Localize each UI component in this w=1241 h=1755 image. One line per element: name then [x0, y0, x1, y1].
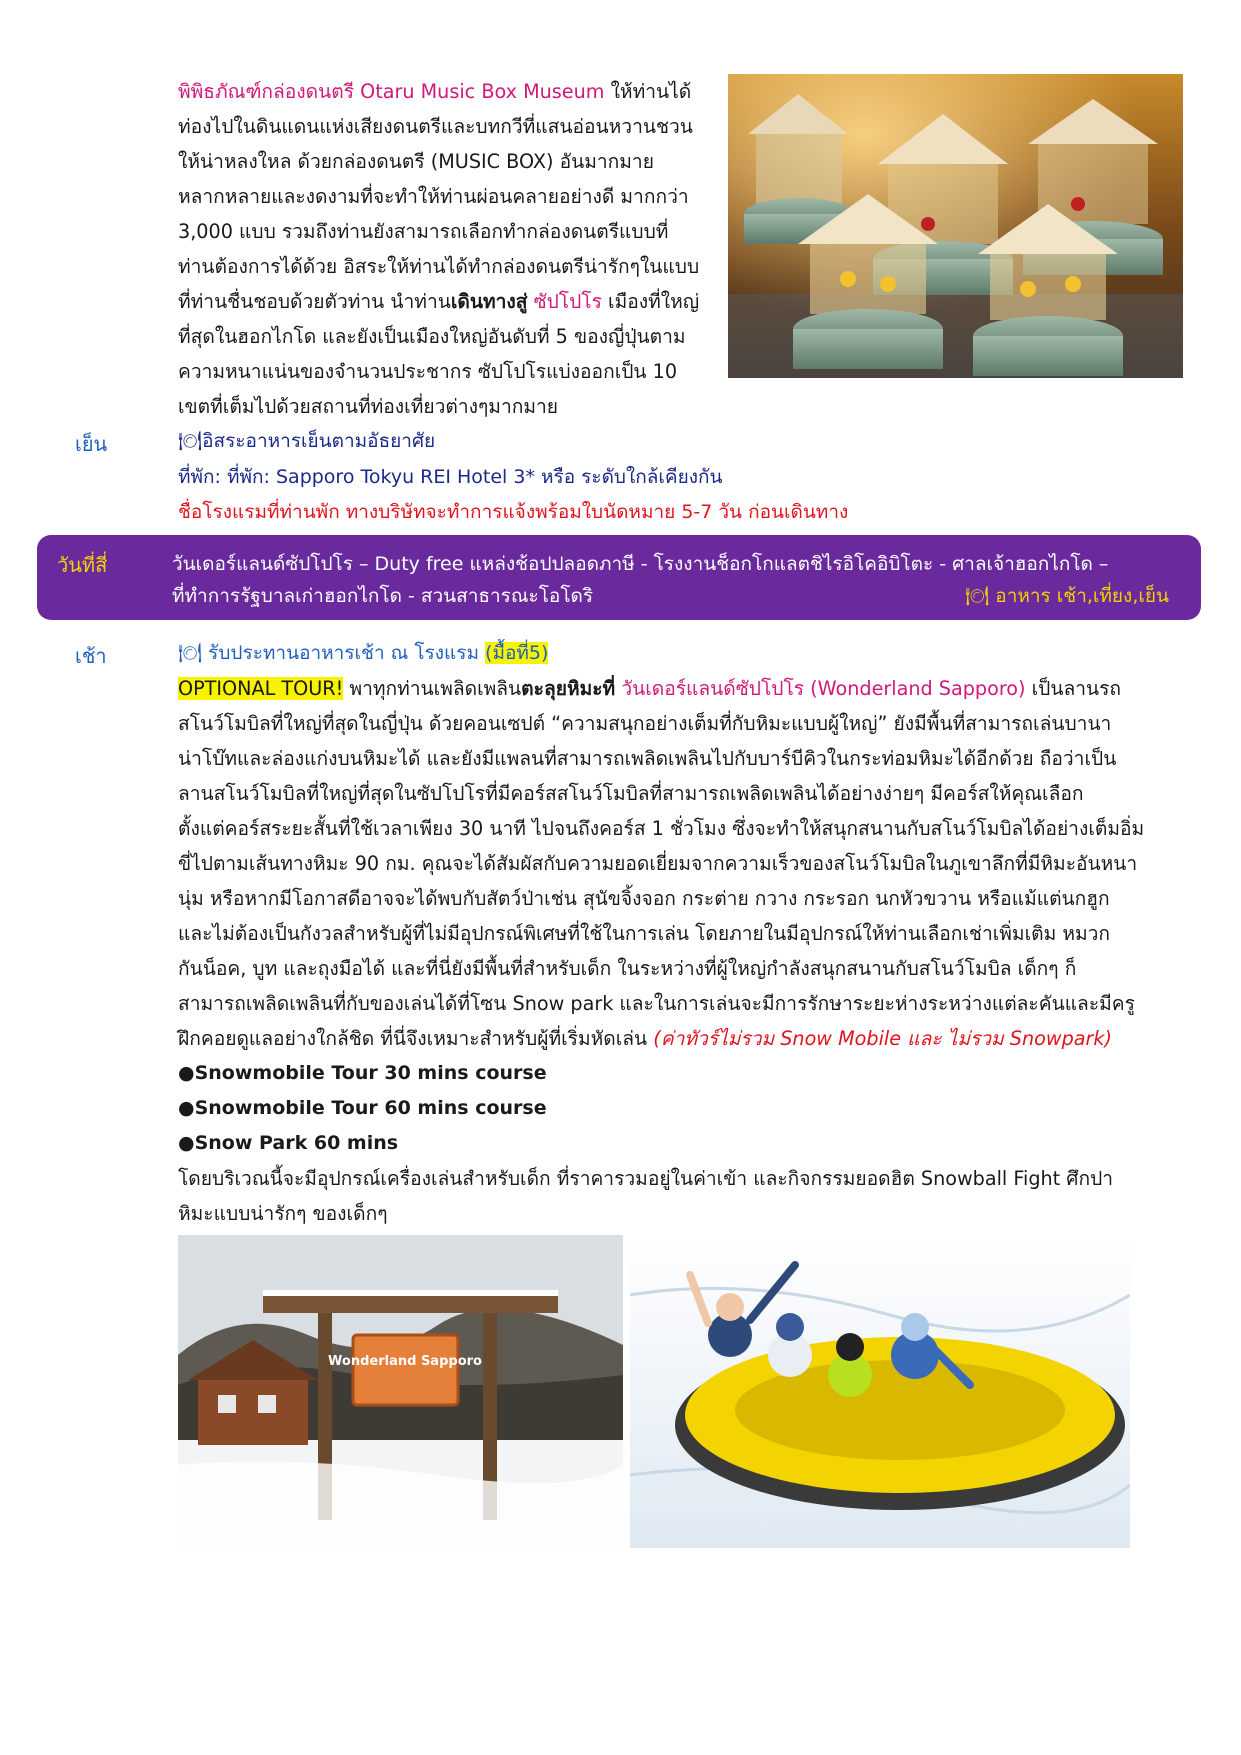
bullet-item: ●Snowmobile Tour 30 mins course	[178, 1062, 547, 1084]
museum-line-3: ให้น่าหลงใหล ด้วยกล่องดนตรี (MUSIC BOX) อันมากมาย	[178, 150, 654, 173]
museum-paragraph	[178, 74, 713, 424]
snow-raft-photo	[630, 1235, 1130, 1548]
museum-line-2: ท่องไปในดินแดนแห่งเสียงดนตรีและบทกวีที่แสนอ่อนหวานชวน	[178, 115, 693, 138]
bullet-item: ●Snowmobile Tour 60 mins course	[178, 1097, 547, 1119]
wonderland-paragraph	[178, 671, 1208, 1231]
day-itinerary-line-2: ที่ทำการรัฐบาลเก่าฮอกไกโด - สวนสาธารณะโอโดริ	[172, 585, 594, 607]
evening-label: เย็น	[75, 432, 108, 456]
kids-line-2: หิมะแบบน่ารักๆ ของเด็กๆ	[178, 1202, 388, 1225]
morning-label: เช้า	[75, 644, 107, 668]
hotel-notice: ชื่อโรงแรมที่ท่านพัก ทางบริษัทจะทำการแจ้งพร้อมใบนัดหมาย 5-7 วัน ก่อนเดินทาง	[178, 501, 849, 523]
day-label: วันที่สี่	[57, 553, 108, 577]
morning-meal: 🍽 รับประทานอาหารเช้า ณ โรงแรม	[178, 642, 479, 664]
wonderland-line-7: นุ่ม หรือหากมีโอกาสดีอาจจะได้พบกับสัตว์ป่าเช่น สุนัขจิ้งจอก กระต่าย กวาง กระรอก นกหัวขวาน หรือแม้แต่นกฮูก	[178, 887, 1110, 910]
meal-number: (มื้อที่5)	[485, 642, 549, 664]
morning-meal-line	[178, 636, 548, 671]
wonderland-line-10: สามารถเพลิดเพลินที่กับของเล่นได้ที่โซน Snow park และในการเล่นจะมีการรักษาระยะห่างระหว่างแต่ละคันและมีครู	[178, 992, 1135, 1015]
museum-line-1: พิพิธภัณฑ์กล่องดนตรี Otaru Music Box Museum ให้ท่านได้	[178, 80, 692, 103]
wonderland-line-6: ขี่ไปตามเส้นทางหิมะ 90 กม. คุณจะได้สัมผัสกับความยอดเยี่ยมจากความเร็วของสโนว์โมบิลในภูเขาลึกที่มีหิมะอันหนา	[178, 852, 1138, 875]
day-meals: 🍽 อาหาร เช้า,เที่ยง,เย็น	[965, 585, 1169, 607]
wonderland-line-1: OPTIONAL TOUR! พาทุกท่านเพลิดเพลินตะลุยหิมะที่ วันเดอร์แลนด์ซัปโปโร (Wonderland Sapporo) เป็นลานรถ	[178, 677, 1122, 700]
wonderland-sign-illustration	[178, 1235, 623, 1548]
museum-lead: พิพิธภัณฑ์กล่องดนตรี Otaru Music Box Museum	[178, 80, 605, 103]
museum-line-9: ความหนาแน่นของจำนวนประชากร ซัปโปโรแบ่งออกเป็น 10	[178, 360, 678, 383]
museum-line-8: ที่สุดในฮอกไกโด และยังเป็นเมืองใหญ่อันดับที่ 5 ของญี่ปุ่นตาม	[178, 325, 686, 348]
wonderland-line-3: น่าโบ๊ทและล่องแก่งบนหิมะได้ และยังมีแพลนที่สามารถเพลิดเพลินไปกับบาร์บีคิวในกระท่อมหิมะได้อีกด้วย ถือว่าเป็น	[178, 747, 1117, 770]
museum-line-6: ท่านต้องการได้ด้วย อิสระให้ท่านได้ทำกล่องดนตรีน่ารักๆในแบบ	[178, 255, 700, 278]
music-box-photo	[728, 74, 1183, 378]
wonderland-line-8: และไม่ต้องเป็นกังวลสำหรับผู้ที่ไม่มีอุปกรณ์พิเศษที่ใช้ในการเล่น โดยภายในมีอุปกรณ์ให้ท่านเลือกเช่าเพิ่มเติม หมวก	[178, 922, 1111, 945]
wonderland-line-9: กันน็อค, บูท และถุงมือได้ และที่นี่ยังมีพื้นที่สำหรับเด็ก ในระหว่างที่ผู้ใหญ่กำลังสนุกสนานกับสโนว์โมบิล เด็กๆ ก็	[178, 957, 1077, 980]
wonderland-line-11: ฝึกคอยดูแลอย่างใกล้ชิด ที่นี่จึงเหมาะสำหรับผู้ที่เริ่มหัดเล่น (ค่าทัวร์ไม่รวม Snow Mobile และ ไม่รวม Snowpark)	[178, 1027, 1112, 1050]
hotel-info: ที่พัก: ที่พัก: Sapporo Tokyu REI Hotel 3* หรือ ระดับใกล้เคียงกัน	[178, 466, 723, 488]
museum-line-4: หลากหลายและงดงามที่จะทำให้ท่านผ่อนคลายอย่างดี มากกว่า	[178, 185, 689, 208]
wonderland-sign-photo	[178, 1235, 623, 1548]
sign-text: Wonderland Sapporo	[328, 1354, 482, 1369]
music-box-illustration	[728, 74, 1183, 378]
excluded-note: (ค่าทัวร์ไม่รวม Snow Mobile และ ไม่รวม Snowpark)	[653, 1027, 1112, 1050]
day-header-bar	[37, 535, 1201, 620]
day-itinerary-line-1: วันเดอร์แลนด์ซัปโปโร – Duty free แหล่งช้อปปลอดภาษี - โรงงานช็อกโกแลตชิไรอิโคอิบิโตะ - ศาลเจ้าฮอกไกโด –	[172, 553, 1109, 575]
museum-line-5: 3,000 แบบ รวมถึงท่านยังสามารถเลือกทำกล่องดนตรีแบบที่	[178, 220, 669, 243]
wonderland-line-5: ตั้งแต่คอร์สระยะสั้นที่ใช้เวลาเพียง 30 นาที ไปจนถึงคอร์ส 1 ชั่วโมง ซึ่งจะทำให้สนุกสนานกับสโนว์โมบิลได้อย่างเต็มอิ่ม	[178, 817, 1145, 840]
wonderland-line-4: ลานสโนว์โมบิลที่ใหญ่ที่สุดในซัปโปโรที่มีคอร์สสโนว์โมบิลที่สามารถเพลิดเพลินได้อย่างง่ายๆ มีคอร์สให้คุณเลือก	[178, 782, 1084, 805]
wonderland-line-2: สโนว์โมบิลที่ใหญ่ที่สุดในญี่ปุ่น ด้วยคอนเซปต์ “ความสนุกอย่างเต็มที่กับหิมะแบบผู้ใหญ่” ยังมีพื้นที่สามารถเล่นบานา	[178, 712, 1112, 735]
evening-meal: 🍽อิสระอาหารเย็นตามอัธยาศัย	[178, 430, 436, 452]
museum-line-7: ที่ท่านชื่นชอบด้วยตัวท่าน นำท่านเดินทางสู่ ซัปโปโร เมืองที่ใหญ่	[178, 290, 700, 313]
museum-line-10: เขตที่เต็มไปด้วยสถานที่ท่องเที่ยวต่างๆมากมาย	[178, 395, 559, 418]
kids-line-1: โดยบริเวณนี้จะมีอุปกรณ์เครื่องเล่นสำหรับเด็ก ที่ราคารวมอยู่ในค่าเข้า และกิจกรรมยอดฮิต Snowball Fight ศึกปา	[178, 1167, 1114, 1190]
optional-tour-badge: OPTIONAL TOUR!	[178, 677, 344, 700]
snow-raft-illustration	[630, 1235, 1130, 1548]
bullet-item: ●Snow Park 60 mins	[178, 1132, 399, 1154]
